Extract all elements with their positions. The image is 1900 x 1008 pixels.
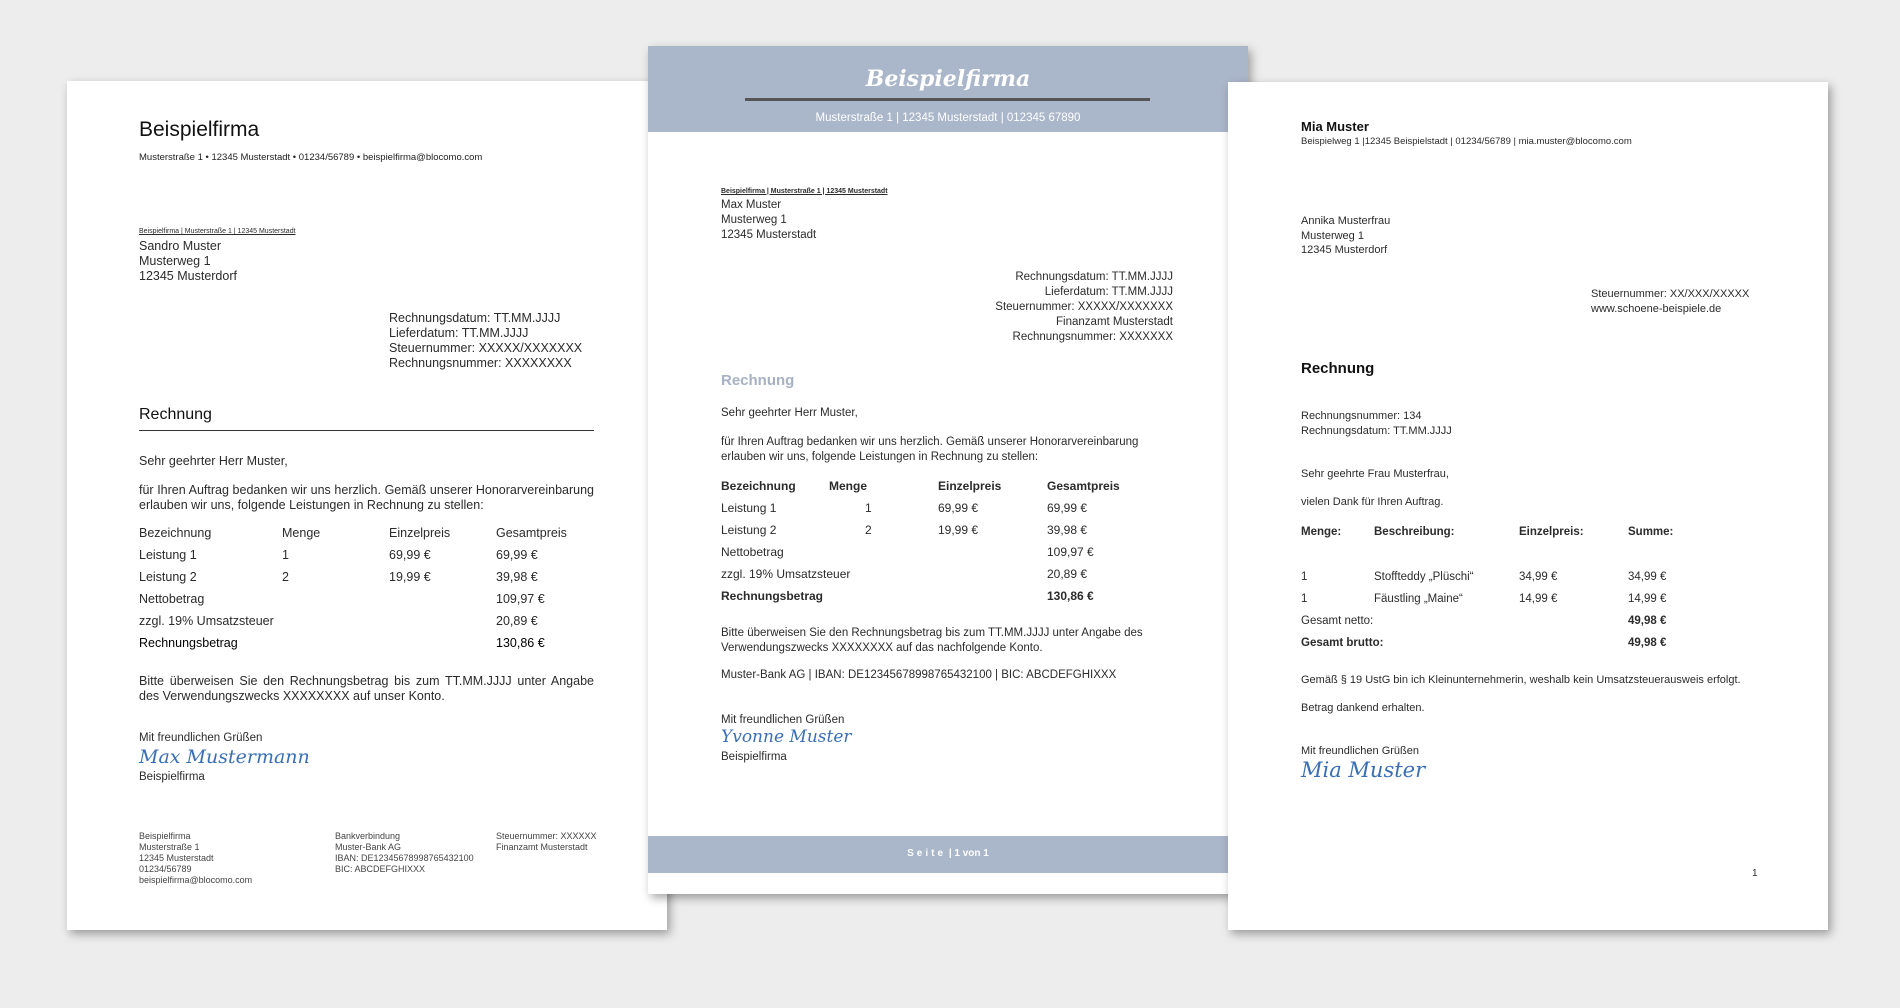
recipient-city: 12345 Musterdorf bbox=[139, 269, 237, 283]
website: www.schoene-beispiele.de bbox=[1591, 303, 1722, 315]
total-row bbox=[139, 632, 596, 654]
vat-amount: 20,89 € bbox=[1047, 567, 1088, 581]
recipient-street: Musterweg 1 bbox=[1301, 229, 1364, 242]
invoice-subject: Rechnung bbox=[1301, 360, 1375, 377]
page-label: Seite bbox=[907, 848, 947, 859]
col-header-description: Bezeichnung bbox=[721, 479, 796, 493]
recipient-name: Max Muster bbox=[721, 199, 782, 211]
footer-line: beispielfirma@blocomo.com bbox=[139, 875, 253, 885]
col-header-description: Beschreibung: bbox=[1374, 526, 1455, 538]
gross-amount: 49,98 € bbox=[1628, 637, 1667, 649]
invoice-details bbox=[1301, 409, 1452, 439]
table-header-row bbox=[721, 475, 1147, 497]
total-label: Rechnungsbetrag bbox=[721, 589, 824, 603]
footer-line: IBAN: DE12345678998765432100 bbox=[335, 853, 474, 863]
item-unit-price: 19,99 € bbox=[389, 570, 431, 584]
item-total: 39,98 € bbox=[496, 570, 538, 584]
payment-instructions: Bitte überweisen Sie den Rechnungsbetrag bis zum TT.MM.JJJJ unter Angabe des Verwendungszwecks XXXXXXXX auf unser Konto. bbox=[139, 674, 594, 703]
gross-label: Gesamt brutto: bbox=[1301, 637, 1384, 649]
invoice-template-3 bbox=[1228, 82, 1828, 930]
table-row bbox=[1301, 588, 1728, 610]
closing: Mit freundlichen Grüßen bbox=[721, 714, 845, 726]
recipient-address bbox=[721, 198, 816, 243]
invoice-date: Rechnungsdatum: TT.MM.JJJJ bbox=[1015, 271, 1173, 283]
recipient-street: Musterweg 1 bbox=[721, 214, 787, 226]
vat-row bbox=[721, 563, 1147, 585]
item-total: 69,99 € bbox=[1047, 501, 1088, 515]
recipient-city: 12345 Musterdorf bbox=[1301, 244, 1388, 256]
col-header-quantity: Menge: bbox=[1301, 526, 1342, 538]
invoice-meta bbox=[389, 311, 582, 371]
header-address-line: Musterstraße 1 | 12345 Musterstadt | 012345 67890 bbox=[815, 112, 1081, 124]
col-header-total: Summe: bbox=[1628, 526, 1674, 538]
item-quantity: 1 bbox=[865, 501, 872, 515]
recipient-street: Musterweg 1 bbox=[139, 254, 211, 268]
col-header-total: Gesamtpreis bbox=[1047, 479, 1120, 493]
item-unit-price: 69,99 € bbox=[938, 501, 979, 515]
payment-received: Betrag dankend erhalten. bbox=[1301, 702, 1425, 714]
net-amount: 109,97 € bbox=[496, 592, 545, 606]
footer-tax bbox=[496, 831, 597, 853]
invoice-number: Rechnungsnummer: 134 bbox=[1301, 410, 1422, 422]
signer-company: Beispielfirma bbox=[139, 771, 205, 783]
salutation: Sehr geehrte Frau Musterfrau, bbox=[1301, 468, 1449, 480]
salutation: Sehr geehrter Herr Muster, bbox=[721, 407, 858, 419]
recipient-name: Sandro Muster bbox=[139, 239, 221, 253]
payment-instructions: Bitte überweisen Sie den Rechnungsbetrag bis zum TT.MM.JJJJ unter Angabe des Verwendungszwecks XXXXXXXX auf das nachfolgende Konto. bbox=[721, 627, 1143, 654]
table-row bbox=[139, 544, 596, 566]
vat-amount: 20,89 € bbox=[496, 614, 538, 628]
item-quantity: 2 bbox=[282, 570, 289, 584]
item-total: 34,99 € bbox=[1628, 571, 1667, 583]
net-row bbox=[721, 541, 1147, 563]
net-label: Gesamt netto: bbox=[1301, 615, 1374, 627]
recipient-address bbox=[139, 239, 237, 284]
page-number: 1 bbox=[1752, 868, 1758, 879]
item-quantity: 2 bbox=[865, 523, 872, 537]
invoice-meta bbox=[995, 270, 1173, 345]
net-amount: 109,97 € bbox=[1047, 545, 1094, 559]
footer-line: Beispielfirma bbox=[139, 831, 191, 841]
footer-line: 01234/56789 bbox=[139, 864, 192, 874]
item-description: Leistung 2 bbox=[721, 523, 777, 537]
signature: Max Mustermann bbox=[139, 746, 310, 768]
invoice-subject: Rechnung bbox=[721, 372, 795, 389]
item-description: Leistung 1 bbox=[139, 548, 197, 562]
invoice-template-1 bbox=[67, 81, 667, 930]
header-rule bbox=[745, 98, 1150, 101]
closing: Mit freundlichen Grüßen bbox=[139, 732, 263, 744]
tax-number: Steuernummer: XXXXX/XXXXXXX bbox=[995, 301, 1173, 313]
recipient-address bbox=[1301, 214, 1390, 258]
item-unit-price: 69,99 € bbox=[389, 548, 431, 562]
col-header-unit-price: Einzelpreis: bbox=[1519, 526, 1584, 538]
footer-line: Bankverbindung bbox=[335, 831, 401, 841]
delivery-date: Lieferdatum: TT.MM.JJJJ bbox=[389, 326, 529, 340]
recipient-city: 12345 Musterstadt bbox=[721, 229, 817, 241]
footer-line: BIC: ABCDEFGHIXXX bbox=[335, 864, 426, 874]
total-row bbox=[721, 585, 1147, 607]
invoice-template-2 bbox=[648, 46, 1248, 894]
footer-line: Finanzamt Musterstadt bbox=[496, 842, 588, 852]
tax-info bbox=[1591, 287, 1749, 317]
tax-office: Finanzamt Musterstadt bbox=[1056, 316, 1173, 328]
company-contact-line: Musterstraße 1 • 12345 Musterstadt • 01234/56789 • beispielfirma@blocomo.com bbox=[139, 152, 483, 163]
item-total: 69,99 € bbox=[496, 548, 538, 562]
footer-line: Steuernummer: XXXXXX bbox=[496, 831, 597, 841]
col-header-quantity: Menge bbox=[282, 526, 321, 540]
company-name: Beispielfirma bbox=[139, 118, 260, 141]
invoice-number: Rechnungsnummer: XXXXXXXX bbox=[389, 356, 572, 370]
item-unit-price: 34,99 € bbox=[1519, 571, 1558, 583]
total-amount: 130,86 € bbox=[496, 636, 545, 650]
invoice-number: Rechnungsnummer: XXXXXXX bbox=[1012, 331, 1173, 343]
page-indicator bbox=[648, 848, 1248, 859]
gross-row bbox=[1301, 632, 1728, 654]
sender-address-line: Beispielweg 1 |12345 Beispielstadt | 01234/56789 | mia.muster@blocomo.com bbox=[1301, 136, 1632, 147]
col-header-description: Bezeichnung bbox=[139, 526, 212, 540]
col-header-unit-price: Einzelpreis bbox=[938, 479, 1002, 493]
intro-text: für Ihren Auftrag bedanken wir uns herzlich. Gemäß unserer Honorarvereinbarung erlauben wir uns, folgende Leistungen in Rechnung zu stellen: bbox=[139, 483, 594, 512]
item-quantity: 1 bbox=[1301, 571, 1308, 583]
page-count: | 1 von 1 bbox=[948, 848, 989, 859]
net-label: Nettobetrag bbox=[139, 592, 205, 606]
sender-return-line: Beispielfirma | Musterstraße 1 | 12345 Musterstadt bbox=[721, 188, 888, 195]
items-table bbox=[139, 522, 596, 654]
footer-company bbox=[139, 831, 252, 886]
closing: Mit freundlichen Grüßen bbox=[1301, 745, 1419, 757]
item-quantity: 1 bbox=[282, 548, 289, 562]
table-row bbox=[721, 519, 1147, 541]
table-row bbox=[139, 566, 596, 588]
item-unit-price: 14,99 € bbox=[1519, 593, 1558, 605]
footer-line: Musterstraße 1 bbox=[139, 842, 200, 852]
recipient-name: Annika Musterfrau bbox=[1301, 215, 1391, 227]
table-header-row bbox=[139, 522, 596, 544]
salutation: Sehr geehrter Herr Muster, bbox=[139, 454, 288, 468]
tax-number: Steuernummer: XXXXX/XXXXXXX bbox=[389, 341, 583, 355]
vat-row bbox=[139, 610, 596, 632]
table-row bbox=[1301, 566, 1728, 588]
tax-note: Gemäß § 19 UstG bin ich Kleinunternehmerin, weshalb kein Umsatzsteuerausweis erfolgt. bbox=[1301, 674, 1741, 686]
net-label: Nettobetrag bbox=[721, 545, 784, 559]
company-logo-text: Beispielfirma bbox=[865, 66, 1031, 92]
col-header-unit-price: Einzelpreis bbox=[389, 526, 451, 540]
footer-line: Muster-Bank AG bbox=[335, 842, 402, 852]
sender-return-line: Beispielfirma | Musterstraße 1 | 12345 Musterstadt bbox=[139, 228, 296, 235]
footer-bank bbox=[335, 831, 474, 875]
bank-details: Muster-Bank AG | IBAN: DE12345678998765432100 | BIC: ABCDEFGHIXXX bbox=[721, 669, 1117, 681]
invoice-date: Rechnungsdatum: TT.MM.JJJJ bbox=[389, 311, 561, 325]
net-row bbox=[1301, 610, 1728, 632]
table-row bbox=[721, 497, 1147, 519]
invoice-subject: Rechnung bbox=[139, 406, 212, 423]
item-description: Fäustling „Maine“ bbox=[1374, 593, 1463, 605]
table-header-row bbox=[1301, 526, 1728, 566]
item-description: Leistung 2 bbox=[139, 570, 197, 584]
sender-name: Mia Muster bbox=[1301, 119, 1369, 134]
footer-line: 12345 Musterstadt bbox=[139, 853, 214, 863]
signature: Yvonne Muster bbox=[721, 727, 852, 747]
subject-divider bbox=[139, 430, 594, 431]
delivery-date: Lieferdatum: TT.MM.JJJJ bbox=[1044, 286, 1173, 298]
col-header-total: Gesamtpreis bbox=[496, 526, 567, 540]
net-amount: 49,98 € bbox=[1628, 615, 1667, 627]
vat-label: zzgl. 19% Umsatzsteuer bbox=[139, 614, 274, 628]
signer-company: Beispielfirma bbox=[721, 751, 787, 763]
thanks-line: vielen Dank für Ihren Auftrag. bbox=[1301, 496, 1444, 508]
invoice-date: Rechnungsdatum: TT.MM.JJJJ bbox=[1301, 425, 1452, 437]
vat-label: zzgl. 19% Umsatzsteuer bbox=[721, 567, 851, 581]
item-quantity: 1 bbox=[1301, 593, 1308, 605]
item-unit-price: 19,99 € bbox=[938, 523, 979, 537]
col-header-quantity: Menge bbox=[829, 479, 868, 493]
signature: Mia Muster bbox=[1301, 758, 1426, 782]
item-total: 14,99 € bbox=[1628, 593, 1667, 605]
total-label: Rechnungsbetrag bbox=[139, 636, 238, 650]
tax-number: Steuernummer: XX/XXX/XXXXX bbox=[1591, 288, 1750, 300]
items-table bbox=[721, 475, 1147, 607]
item-description: Stoffteddy „Plüschi“ bbox=[1374, 571, 1474, 583]
net-row bbox=[139, 588, 596, 610]
item-description: Leistung 1 bbox=[721, 501, 777, 515]
item-total: 39,98 € bbox=[1047, 523, 1088, 537]
total-amount: 130,86 € bbox=[1047, 589, 1094, 603]
intro-text: für Ihren Auftrag bedanken wir uns herzlich. Gemäß unserer Honorarvereinbarung erlauben wir uns, folgende Leistungen in Rechnung zu stellen: bbox=[721, 436, 1139, 463]
items-table bbox=[1301, 526, 1728, 654]
